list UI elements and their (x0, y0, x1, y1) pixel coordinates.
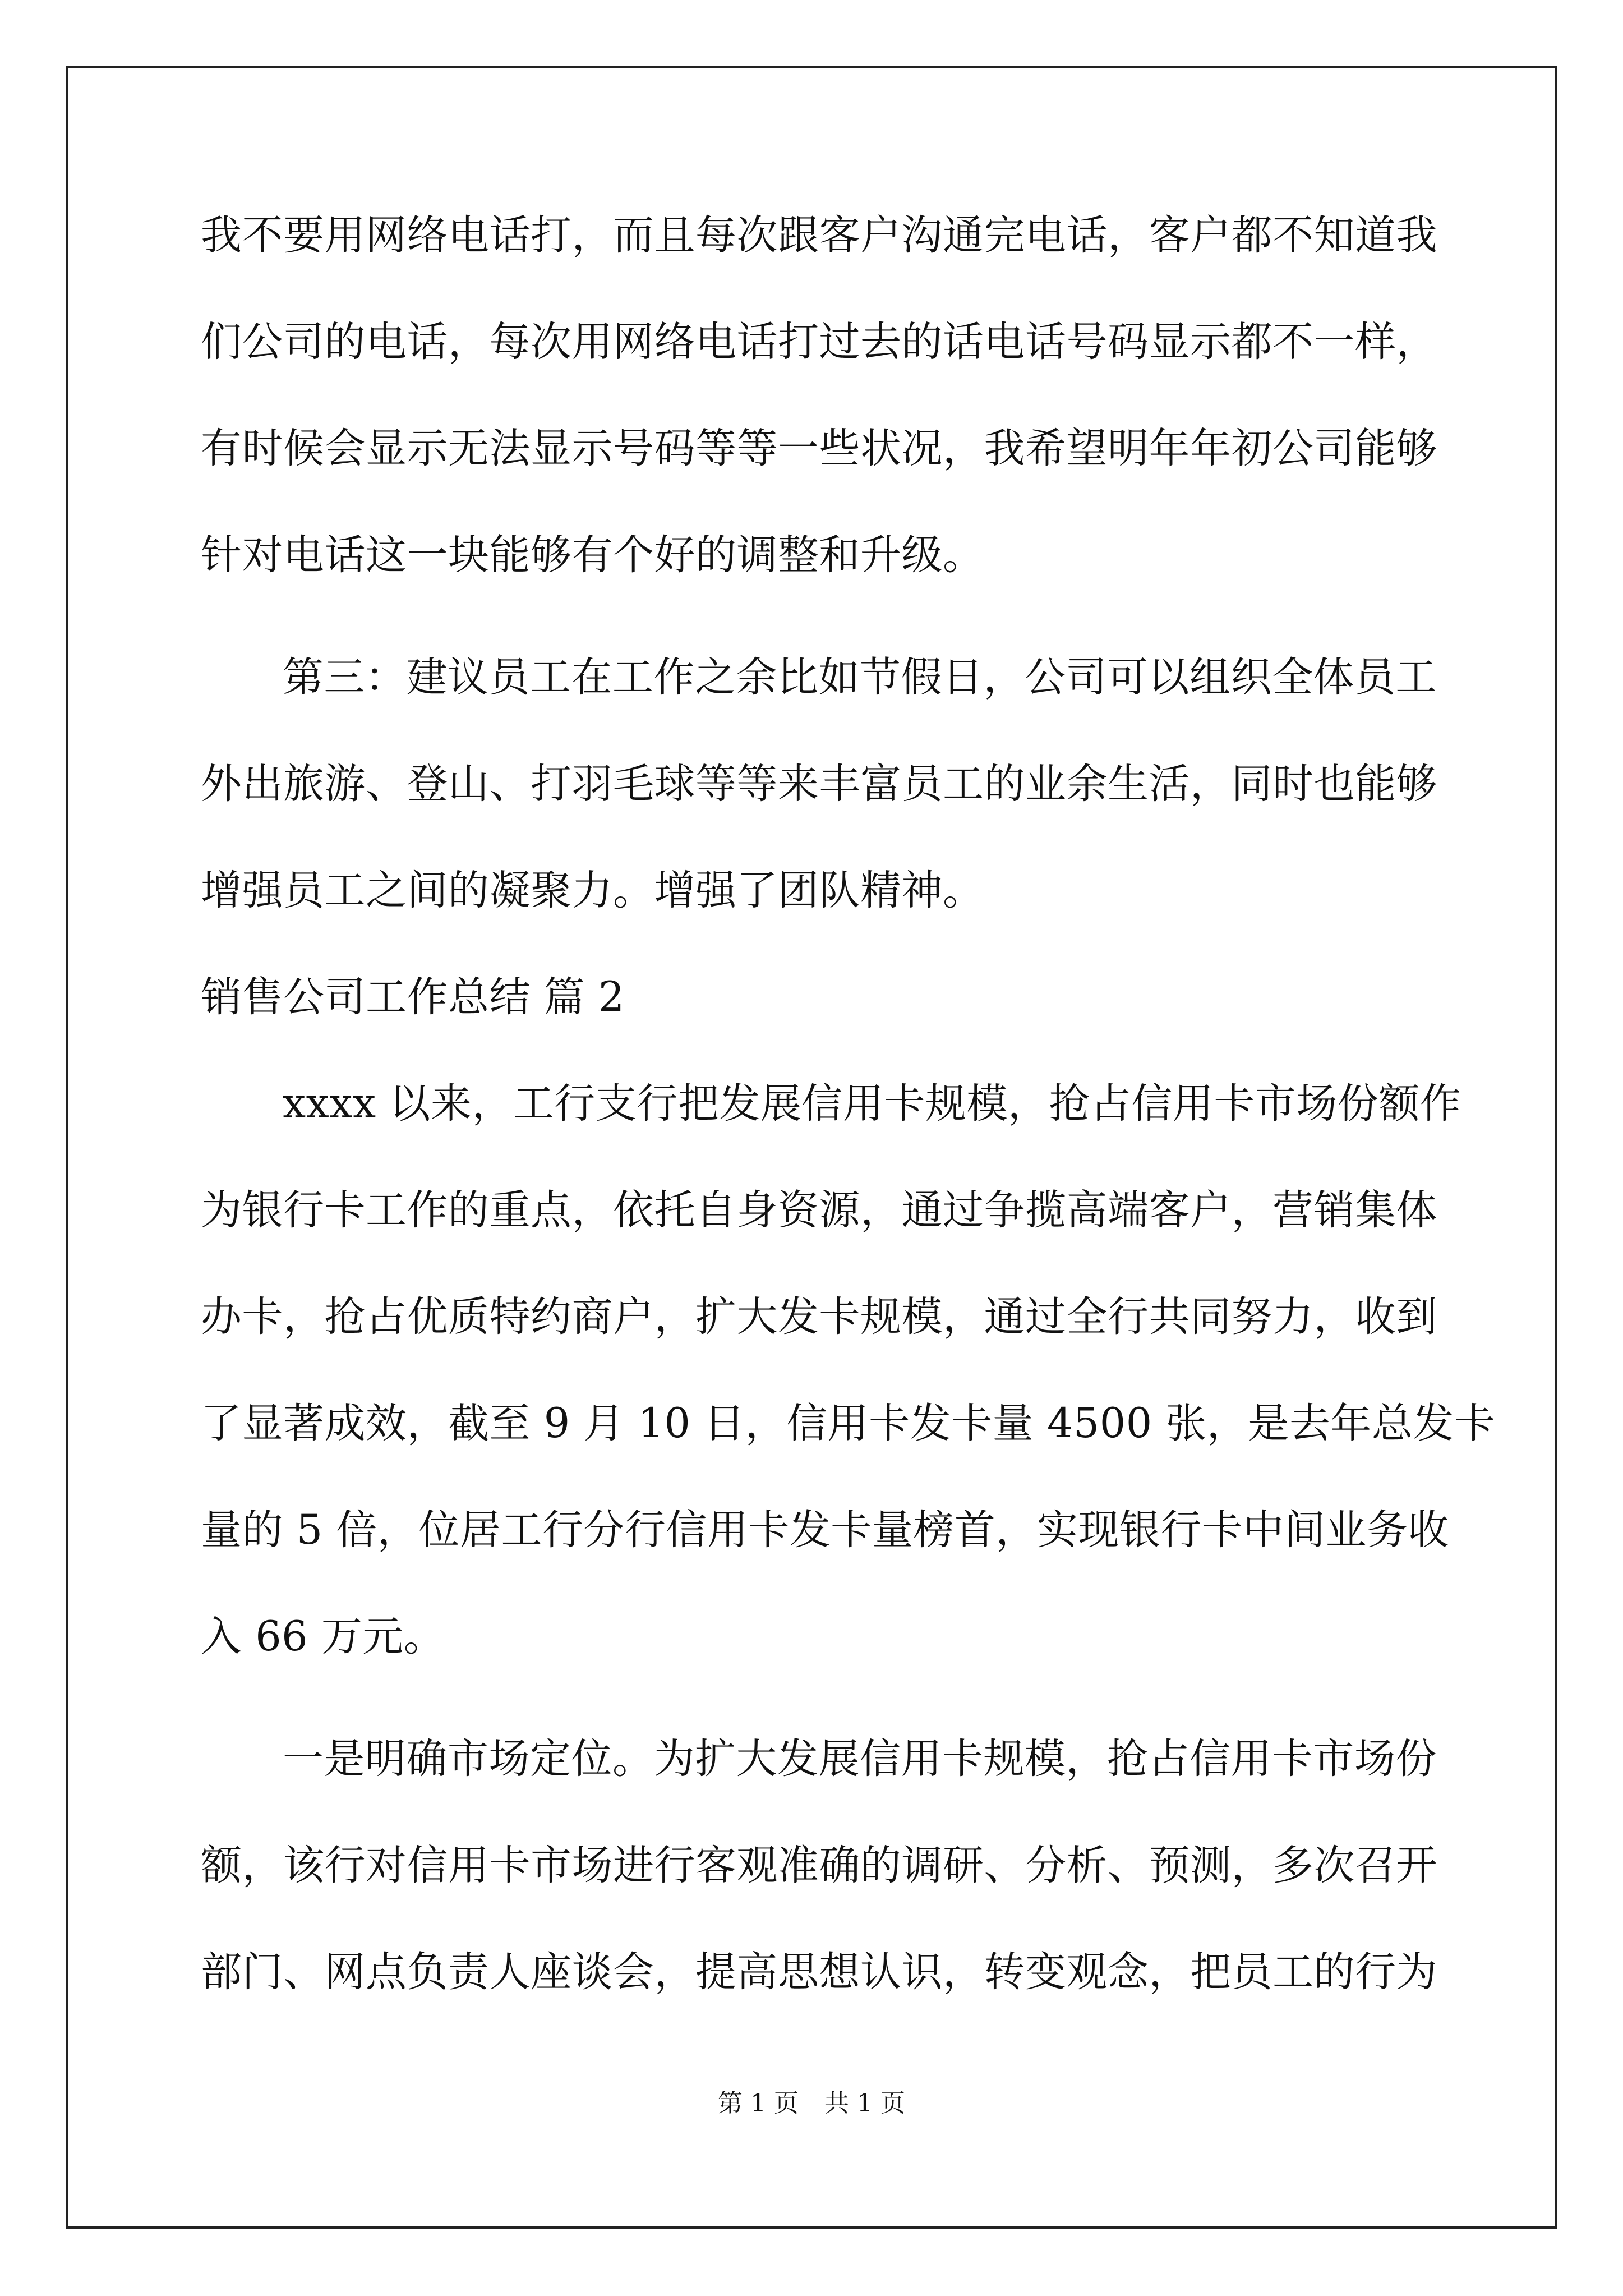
body-line-3: 有时候会显示无法显示号码等等一些状况，我希望明年年初公司能够 (201, 425, 1437, 472)
body-line-11: 办卡，抢占优质特约商户，扩大发卡规模，通过全行共同努力，收到 (201, 1293, 1437, 1341)
body-line-17: 部门、网点负责人座谈会，提高思想认识，转变观念，把员工的行为 (201, 1948, 1437, 1996)
body-line-7: 增强员工之间的凝聚力。增强了团队精神。 (201, 867, 984, 914)
body-line-6: 外出旅游、登山、打羽毛球等等来丰富员工的业余生活，同时也能够 (201, 760, 1437, 808)
body-line-13: 量的 5 倍，位居工行分行信用卡发卡量榜首，实现银行卡中间业务收 (201, 1506, 1449, 1554)
body-line-5: 第三：建议员工在工作之余比如节假日，公司可以组织全体员工 (283, 654, 1437, 701)
page-border (66, 66, 1557, 2229)
body-line-12: 了显著成效，截至 9 月 10 日，信用卡发卡量 4500 张，是去年总发卡 (201, 1400, 1496, 1447)
body-line-1: 我不要用网络电话打，而且每次跟客户沟通完电话，客户都不知道我 (201, 211, 1437, 259)
body-line-9: xxxx 以来，工行支行把发展信用卡规模，抢占信用卡市场份额作 (283, 1080, 1461, 1128)
body-line-14: 入 66 万元。 (201, 1613, 445, 1660)
body-line-16: 额，该行对信用卡市场进行客观准确的调研、分析、预测，多次召开 (201, 1842, 1437, 1889)
page-number: 第 1 页 (718, 2089, 799, 2118)
body-line-10: 为银行卡工作的重点，依托自身资源，通过争揽高端客户，营销集体 (201, 1186, 1437, 1234)
page-total: 共 1 页 (824, 2089, 905, 2118)
page-footer (0, 2087, 1623, 2120)
body-line-4: 针对电话这一块能够有个好的调整和升级。 (201, 531, 984, 579)
body-line-2: 们公司的电话，每次用网络电话打过去的话电话号码显示都不一样， (201, 318, 1437, 366)
body-line-15: 一是明确市场定位。为扩大发展信用卡规模，抢占信用卡市场份 (283, 1735, 1437, 1783)
section-heading: 销售公司工作总结 篇 2 (201, 973, 625, 1021)
